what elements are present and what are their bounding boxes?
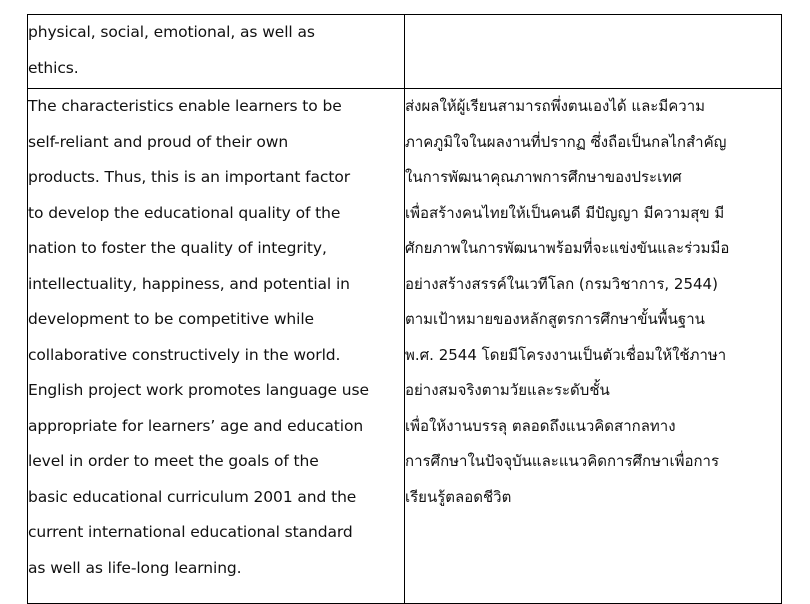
english-cell — [28, 89, 405, 604]
english-line: as well as life-long learning. — [28, 558, 242, 577]
english-line: The characteristics enable learners to be — [28, 97, 342, 115]
translation-table — [27, 14, 782, 604]
english-line: nation to foster the quality of integrity, — [28, 239, 327, 257]
thai-line: ตามเป้าหมายของหลักสูตรการศึกษาขั้นพื้นฐาน — [405, 310, 705, 328]
table-row — [28, 89, 782, 604]
table-row — [28, 15, 782, 89]
english-line: current international educational standard — [28, 523, 353, 541]
english-line: basic educational curriculum 2001 and the — [28, 487, 357, 506]
thai-line: เพื่อให้งานบรรลุ ตลอดถึงแนวคิดสากลทาง — [405, 416, 676, 435]
english-line: self-reliant and proud of their own — [28, 132, 289, 151]
english-line: level in order to meet the goals of the — [28, 452, 319, 470]
english-line: development to be competitive while — [28, 310, 314, 328]
english-line: products. Thus, this is an important factor — [28, 168, 350, 186]
thai-line: พ.ศ. 2544 โดยมีโครงงานเป็นตัวเชื่อมให้ใช้ภาษา — [405, 345, 727, 364]
thai-cell — [405, 15, 782, 89]
english-line: ethics. — [28, 58, 79, 77]
english-cell — [28, 15, 405, 89]
english-line: appropriate for learners’ age and education — [28, 416, 364, 435]
english-line: collaborative constructively in the world. — [28, 345, 341, 364]
english-line: English project work promotes language use — [28, 381, 369, 399]
thai-cell — [405, 89, 782, 604]
english-line: to develop the educational quality of the — [28, 203, 341, 222]
thai-line: ส่งผลให้ผู้เรียนสามารถพึ่งตนเองได้ และมีความ — [405, 97, 706, 115]
thai-line: อย่างสมจริงตามวัยและระดับชั้น — [405, 381, 610, 399]
thai-line: ภาคภูมิใจในผลงานที่ปรากฏ ซึ่งถือเป็นกลไกสำคัญ — [405, 132, 727, 151]
thai-line: ศักยภาพในการพัฒนาพร้อมที่จะแข่งขันและร่วมมือ — [405, 239, 730, 257]
english-line: intellectuality, happiness, and potential in — [28, 274, 350, 293]
thai-line: การศึกษาในปัจจุบันและแนวคิดการศึกษาเพื่อการ — [405, 452, 720, 470]
thai-line: ในการพัฒนาคุณภาพการศึกษาของประเทศ — [405, 168, 682, 186]
thai-line: เพื่อสร้างคนไทยให้เป็นคนดี มีปัญญา มีความสุข มี — [405, 203, 725, 222]
thai-line: เรียนรู้ตลอดชีวิต — [405, 487, 512, 506]
thai-line: อย่างสร้างสรรค์ในเวทีโลก (กรมวิชาการ, 2544) — [405, 274, 718, 293]
english-line: physical, social, emotional, as well as — [28, 23, 315, 41]
